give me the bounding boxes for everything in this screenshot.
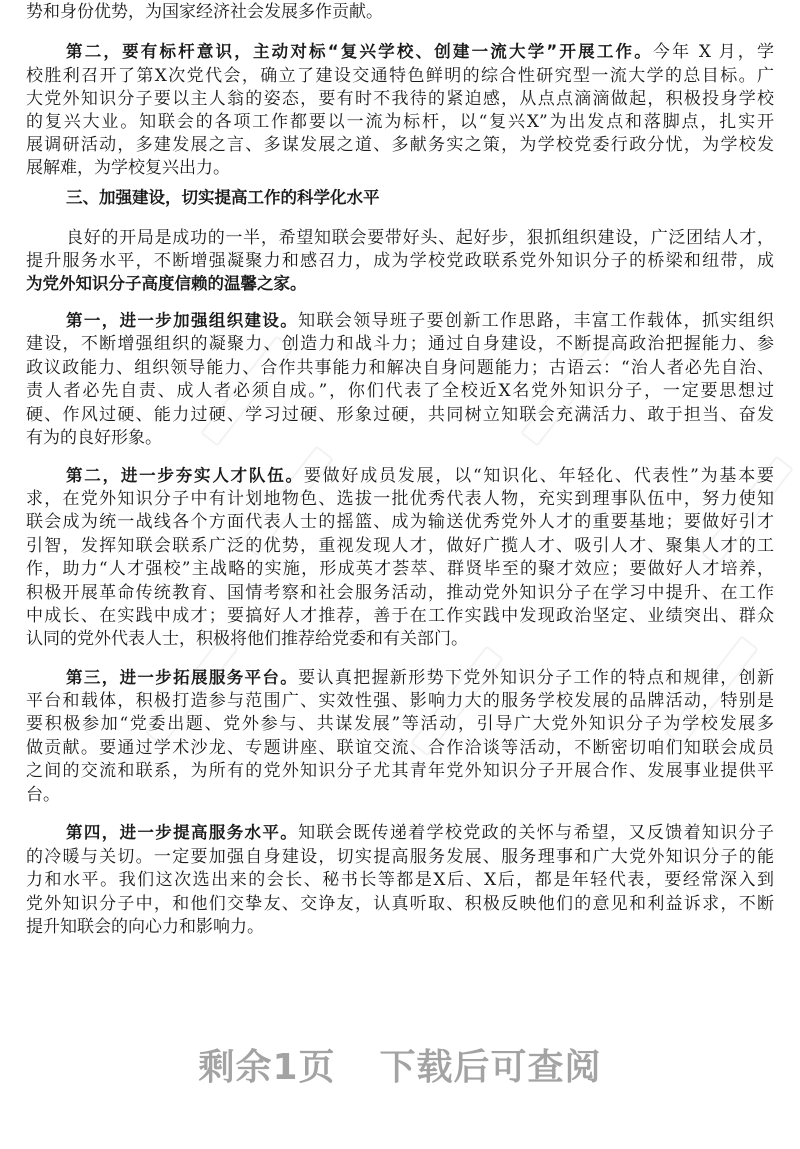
body-text: 要做好成员发展，以“知识化、年轻化、代表性”为基本要 xyxy=(303,466,775,486)
paragraph-line xyxy=(26,356,774,380)
paragraph-line xyxy=(26,892,774,916)
paragraph-line xyxy=(26,249,774,273)
bold-lead-text: 第二，进一步夯实人才队伍。 xyxy=(66,466,304,485)
body-text: 提升知联会的向心力和影响力。 xyxy=(26,917,264,937)
body-text: 党外知识分子中，和他们交挚友、交诤友，认真听取、积极反映他们的意见和利益诉求，不断 xyxy=(26,894,774,914)
paragraph-line xyxy=(26,604,774,628)
body-text: 力和水平。我们这次选出来的会长、秘书长等都是X后、X后，都是年轻代表，要经常深入到 xyxy=(26,870,774,890)
body-text: 有为的良好形象。 xyxy=(26,428,162,448)
body-text: 展解难，为学校复兴出力。 xyxy=(26,158,230,178)
paragraph-line xyxy=(26,534,774,558)
paragraph-line xyxy=(66,821,774,845)
body-text: 政议政能力、组织领导能力、合作共事能力和解决自身问题能力；古语云：“治人者必先自治、 xyxy=(26,358,774,378)
body-text: 求，在党外知识分子中有计划地物色、选拔一批优秀代表人物，充实到理事队伍中，努力使知 xyxy=(26,489,774,509)
download-to-view-banner[interactable] xyxy=(0,1046,800,1090)
body-text: 积极开展革命传统教育、国情考察和社会服务活动，推动党外知识分子在学习中提升、在工作 xyxy=(26,583,774,603)
paragraph-line xyxy=(26,379,774,403)
paragraph-line xyxy=(26,581,774,605)
body-text: 平台和载体，积极打造参与范围广、实效性强、影响力大的服务学校发展的品牌活动，特别是 xyxy=(26,691,774,711)
body-text: 校胜利召开了第X次党代会，确立了建设交通特色鲜明的综合性研究型一流大学的总目标。广 xyxy=(26,66,774,86)
body-text: 引智，发挥知联会联系广泛的优势，重视发现人才，做好广揽人才、吸引人才、聚集人才的工 xyxy=(26,536,774,556)
paragraph-line xyxy=(26,133,774,157)
paragraph-line xyxy=(26,64,774,88)
body-text: 要认真把握新形势下党外知识分子工作的特点和规律，创新 xyxy=(298,668,775,688)
paragraph-line xyxy=(26,87,774,111)
paragraph-line xyxy=(26,915,774,939)
paragraph-line xyxy=(26,272,774,296)
body-text: 作，助力“人才强校”主战略的实施，形成英才荟萃、群贤毕至的聚才效应；要做好人才培养， xyxy=(26,559,774,579)
paragraph-line xyxy=(26,557,774,581)
body-text: 知联会既传递着学校党政的关怀与希望，又反馈着知识分子 xyxy=(298,823,775,843)
paragraph-line xyxy=(26,845,774,869)
body-text: 的复兴大业。知联会的各项工作都要以一流为标杆，以“复兴X”为出发点和落脚点，扎实开 xyxy=(26,112,774,132)
paragraph-line xyxy=(26,403,774,427)
section-heading-line xyxy=(66,186,774,210)
body-text: 台。 xyxy=(26,785,60,805)
body-text: 大党外知识分子要以主人翁的姿态，要有时不我待的紧迫感，从点点滴滴做起，积极投身学校 xyxy=(26,89,774,109)
bold-lead-text: 三、加强建设，切实提高工作的科学化水平 xyxy=(66,188,380,207)
paragraph-line xyxy=(26,0,774,24)
paragraph-line xyxy=(66,40,774,64)
body-text: 建设，不断增强组织的凝聚力、创造力和战斗力；通过自身建设，不断提高政治把握能力、参 xyxy=(26,334,774,354)
paragraph-line xyxy=(26,510,774,534)
bold-lead-text: 第二，要有标杆意识，主动对标“复兴学校、创建一流大学”开展工作。 xyxy=(66,42,653,61)
bold-lead-text: 为党外知识分子高度信赖的温馨之家。 xyxy=(26,274,307,293)
bold-lead-text: 第三，进一步拓展服务平台。 xyxy=(66,668,299,687)
body-text: 责人者必先自责、成人者必须自成。”，你们代表了全校近X名党外知识分子，一定要思想过 xyxy=(26,381,774,401)
paragraph-line xyxy=(26,868,774,892)
body-text: 展调研活动，多建发展之言、多谋发展之道、多献务实之策，为学校党委行政分忧，为学校发 xyxy=(26,135,774,155)
paragraph-line xyxy=(66,226,774,250)
paragraph-line xyxy=(26,110,774,134)
paragraph-line xyxy=(26,689,774,713)
body-text: 认同的党外代表人士，积极将他们推荐给党委和有关部门。 xyxy=(26,629,468,649)
paragraph-line xyxy=(66,666,774,690)
body-text: 今年 X 月，学 xyxy=(652,42,774,62)
paragraph-line xyxy=(26,759,774,783)
remaining-pages-label: 剩余1页 xyxy=(198,1047,336,1088)
bold-lead-text: 第四，进一步提高服务水平。 xyxy=(66,823,299,842)
paragraph-line xyxy=(66,464,774,488)
paragraph-line xyxy=(26,627,774,651)
paragraph-line xyxy=(26,487,774,511)
paragraph-line xyxy=(26,156,774,180)
paragraph-line xyxy=(26,783,774,807)
body-text: 硬、作风过硬、能力过硬、学习过硬、形象过硬，共同树立知联会充满活力、敢于担当、奋发 xyxy=(26,405,774,425)
body-text: 中成长、在实践中成才；要搞好人才推荐，善于在工作实践中发现政治坚定、业绩突出、群众 xyxy=(26,606,774,626)
paragraph-line xyxy=(26,736,774,760)
body-text: 做贡献。要通过学术沙龙、专题讲座、联谊交流、合作洽谈等活动，不断密切咱们知联会成员 xyxy=(26,738,774,758)
body-text: 联会成为统一战线各个方面代表人士的摇篮、成为输送优秀党外人才的重要基地；要做好引才 xyxy=(26,512,774,532)
paragraph-line xyxy=(26,712,774,736)
bold-lead-text: 第一，进一步加强组织建设。 xyxy=(66,311,299,330)
body-text: 良好的开局是成功的一半，希望知联会要带好头、起好步，狠抓组织建设，广泛团结人才， xyxy=(66,228,774,248)
paragraph-line xyxy=(26,426,774,450)
body-text: 知联会领导班子要创新工作思路，丰富工作载体，抓实组织 xyxy=(298,311,775,331)
body-text: 要积极参加“党委出题、党外参与、共谋发展”等活动，引导广大党外知识分子为学校发展多 xyxy=(26,714,774,734)
download-prompt-label: 下载后可查阅 xyxy=(379,1047,602,1088)
paragraph-line xyxy=(26,332,774,356)
body-text: 势和身份优势，为国家经济社会发展多作贡献。 xyxy=(26,2,383,22)
paragraph-line xyxy=(66,309,774,333)
body-text: 提升服务水平，不断增强凝聚力和感召力，成为学校党政联系党外知识分子的桥梁和纽带，成 xyxy=(26,251,774,271)
body-text: 之间的交流和联系，为所有的党外知识分子尤其青年党外知识分子开展合作、发展事业提供平 xyxy=(26,761,774,781)
body-text: 的冷暖与关切。一定要加强自身建设，切实提高服务发展、服务理事和广大党外知识分子的能 xyxy=(26,847,774,867)
